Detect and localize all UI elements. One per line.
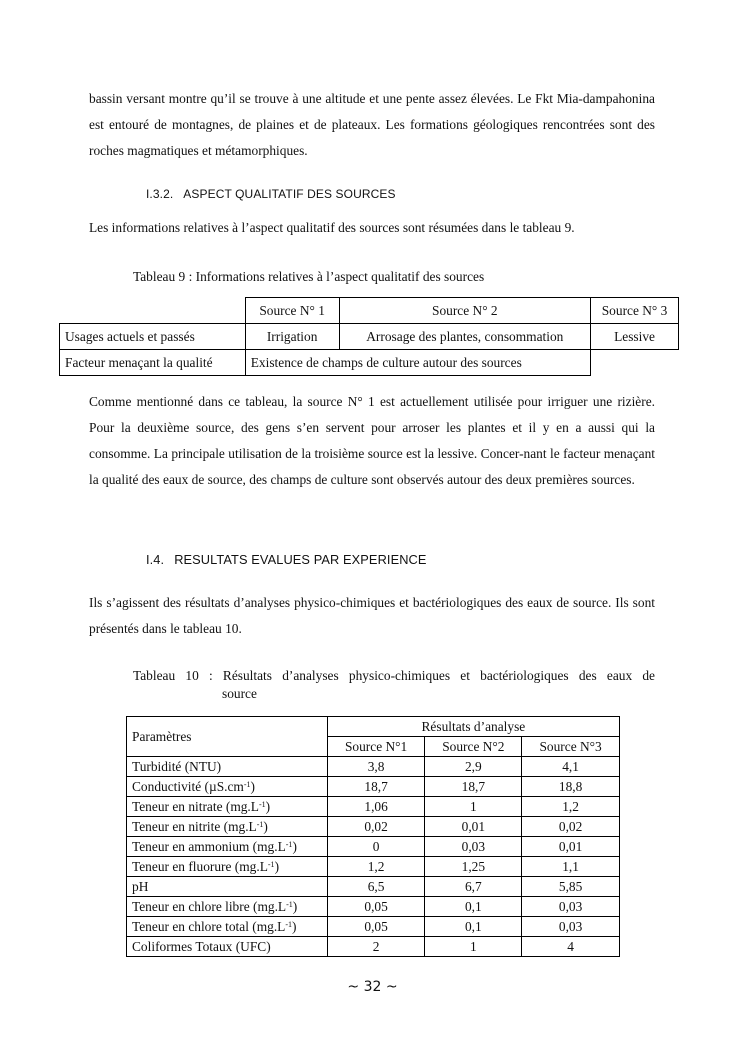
table-row bbox=[127, 797, 620, 817]
value-cell: 5,85 bbox=[522, 877, 620, 897]
value-cell: 1 bbox=[425, 937, 522, 957]
table-header: Source N° 2 bbox=[339, 298, 591, 324]
param-cell bbox=[127, 757, 328, 777]
param-suffix: ) bbox=[274, 859, 280, 874]
table-row bbox=[127, 757, 620, 777]
param-cell bbox=[127, 897, 328, 917]
source-header: Source N°3 bbox=[522, 737, 620, 757]
value-cell: 18,7 bbox=[327, 777, 425, 797]
table-row bbox=[127, 837, 620, 857]
value-cell: 6,7 bbox=[425, 877, 522, 897]
table-row bbox=[127, 857, 620, 877]
section-number: I.3.2. bbox=[146, 187, 174, 201]
table10-caption-line2: source bbox=[222, 686, 257, 701]
source-header: Source N°1 bbox=[327, 737, 425, 757]
table-row-label: Usages actuels et passés bbox=[60, 324, 246, 350]
unit-exponent: -1 bbox=[286, 900, 293, 909]
param-cell bbox=[127, 857, 328, 877]
param-suffix: ) bbox=[263, 819, 268, 834]
param-suffix: ) bbox=[292, 899, 298, 914]
value-cell: 1,06 bbox=[327, 797, 425, 817]
value-cell: 18,7 bbox=[425, 777, 522, 797]
source-header: Source N°2 bbox=[425, 737, 522, 757]
table-row bbox=[127, 937, 620, 957]
value-cell: 0,03 bbox=[522, 917, 620, 937]
table9 bbox=[59, 297, 679, 376]
table-row bbox=[127, 777, 620, 797]
section-title: RESULTATS EVALUES PAR EXPERIENCE bbox=[174, 552, 427, 567]
page-number: ~ 32 ~ bbox=[347, 979, 398, 995]
value-cell: 3,8 bbox=[327, 757, 425, 777]
unit-exponent: -1 bbox=[258, 800, 266, 809]
table9-caption: Tableau 9 : Informations relatives à l’aspect qualitatif des sources bbox=[133, 269, 485, 284]
param-suffix: ) bbox=[265, 799, 271, 814]
unit-exponent: -1 bbox=[267, 860, 275, 869]
param-name: Turbidité (NTU) bbox=[132, 759, 222, 774]
param-header: Paramètres bbox=[127, 717, 328, 757]
value-cell: 0,02 bbox=[522, 817, 620, 837]
param-cell bbox=[127, 797, 328, 817]
section-1-3-2-paragraph: Les informations relatives à l’aspect qualitatif des sources sont résumées dans le tableau 9. bbox=[89, 220, 575, 235]
value-cell: 6,5 bbox=[327, 877, 425, 897]
group-header: Résultats d’analyse bbox=[327, 717, 619, 737]
table-header: Source N° 1 bbox=[245, 298, 339, 324]
table-row bbox=[127, 817, 620, 837]
table-header-row bbox=[127, 717, 620, 737]
value-cell: 0,1 bbox=[425, 897, 522, 917]
param-name: Teneur en chlore libre (mg.L bbox=[132, 899, 287, 914]
value-cell: 0,01 bbox=[425, 817, 522, 837]
table-cell-empty bbox=[60, 298, 246, 324]
table-cell: Lessive bbox=[591, 324, 679, 350]
param-name: Teneur en fluorure (mg.L bbox=[132, 859, 268, 874]
table-row-label: Facteur menaçant la qualité bbox=[60, 350, 246, 376]
section-heading-1-3-2 bbox=[146, 187, 396, 201]
param-name: pH bbox=[132, 879, 149, 894]
value-cell: 2 bbox=[327, 937, 425, 957]
unit-exponent: -1 bbox=[285, 840, 293, 849]
value-cell: 0 bbox=[327, 837, 425, 857]
table-row bbox=[127, 877, 620, 897]
value-cell: 1,1 bbox=[522, 857, 620, 877]
value-cell: 4,1 bbox=[522, 757, 620, 777]
section-number: I.4. bbox=[146, 552, 165, 567]
table-row bbox=[60, 298, 679, 324]
value-cell: 0,03 bbox=[522, 897, 620, 917]
param-name: Teneur en chlore total (mg.L bbox=[132, 919, 286, 934]
value-cell: 0,05 bbox=[327, 897, 425, 917]
value-cell: 1,2 bbox=[327, 857, 425, 877]
value-cell: 0,02 bbox=[327, 817, 425, 837]
value-cell: 0,05 bbox=[327, 917, 425, 937]
table-cell-empty bbox=[591, 350, 679, 376]
table-cell: Arrosage des plantes, consommation bbox=[339, 324, 591, 350]
unit-exponent: -1 bbox=[243, 780, 251, 789]
param-cell bbox=[127, 877, 328, 897]
param-name: Coliformes Totaux (UFC) bbox=[132, 939, 271, 954]
table-row bbox=[127, 897, 620, 917]
value-cell: 0,01 bbox=[522, 837, 620, 857]
value-cell: 0,1 bbox=[425, 917, 522, 937]
param-cell bbox=[127, 817, 328, 837]
value-cell: 1,25 bbox=[425, 857, 522, 877]
table-row bbox=[127, 917, 620, 937]
section-title: ASPECT QUALITATIF DES SOURCES bbox=[183, 187, 396, 201]
value-cell: 18,8 bbox=[522, 777, 620, 797]
unit-exponent: -1 bbox=[256, 820, 264, 829]
table10-caption-line1: Tableau 10 : Résultats d’analyses physico-chimiques et bactériologiques des eaux de bbox=[133, 668, 655, 683]
param-cell bbox=[127, 837, 328, 857]
table-row bbox=[60, 350, 679, 376]
value-cell: 1 bbox=[425, 797, 522, 817]
unit-exponent: -1 bbox=[285, 920, 293, 929]
param-name: Teneur en ammonium (mg.L bbox=[132, 839, 286, 854]
table-cell: Irrigation bbox=[245, 324, 339, 350]
section-1-4-paragraph: Ils s’agissent des résultats d’analyses physico-chimiques et bactériologiques des eaux de source. Ils sont présentés dans le tableau 10. bbox=[89, 595, 655, 636]
table-cell: Existence de champs de culture autour des sources bbox=[245, 350, 590, 376]
value-cell: 4 bbox=[522, 937, 620, 957]
table-header: Source N° 3 bbox=[591, 298, 679, 324]
param-name: Teneur en nitrite (mg.L bbox=[132, 819, 257, 834]
param-name: Conductivité (µS.cm bbox=[132, 779, 244, 794]
value-cell: 0,03 bbox=[425, 837, 522, 857]
param-cell bbox=[127, 777, 328, 797]
param-name: Teneur en nitrate (mg.L bbox=[132, 799, 259, 814]
intro-paragraph: bassin versant montre qu’il se trouve à une altitude et une pente assez élevées. Le Fkt Mia-dampahonina est entouré de montagnes, de plaines et de plateaux. Les formations géologiques rencontrées sont des roches magmatiques et métamorphiques. bbox=[89, 91, 655, 158]
table10-body bbox=[127, 757, 620, 957]
param-cell bbox=[127, 917, 328, 937]
table10 bbox=[126, 716, 620, 957]
value-cell: 2,9 bbox=[425, 757, 522, 777]
param-suffix: ) bbox=[292, 839, 297, 854]
param-suffix: ) bbox=[292, 919, 297, 934]
table9-paragraph: Comme mentionné dans ce tableau, la source N° 1 est actuellement utilisée pour irriguer une rizière. Pour la deuxième source, des gens s’en servent pour arroser les plantes et il y en a aussi qui la consomme. La principale utilisation de la troisième source est la lessive. Concer-nant le facteur menaçant la qualité des eaux de source, des champs de culture sont observés autour des deux premières sources. bbox=[89, 394, 655, 487]
section-heading-1-4 bbox=[146, 552, 427, 567]
value-cell: 1,2 bbox=[522, 797, 620, 817]
param-suffix: ) bbox=[250, 779, 255, 794]
param-cell bbox=[127, 937, 328, 957]
table-row bbox=[60, 324, 679, 350]
